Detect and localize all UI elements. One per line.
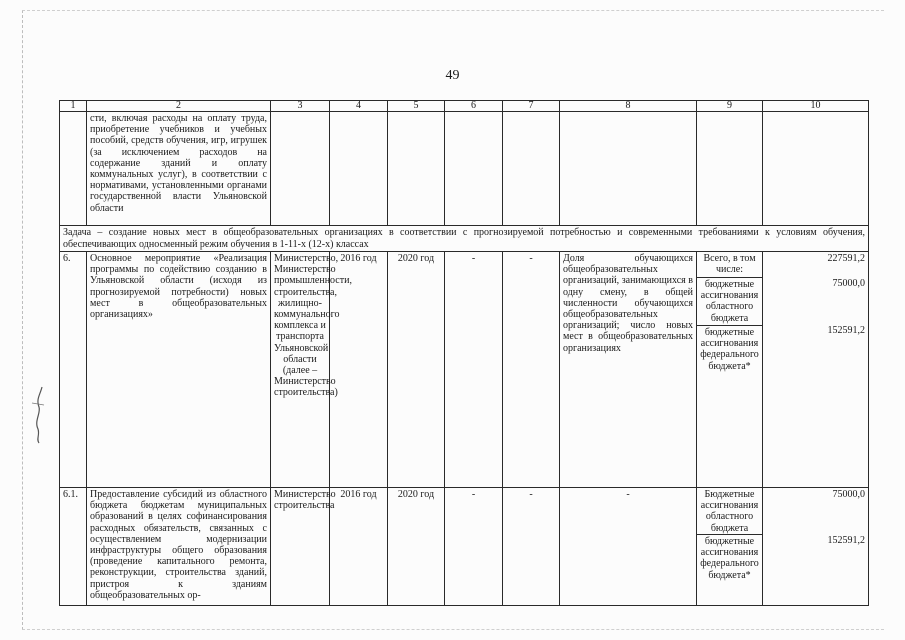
row-6-amount-regional: 75000,0 [832,278,865,289]
table-row-6 [60,252,869,488]
col-header-6: 6 [445,101,503,112]
row-6-amounts [763,252,869,488]
row-6-name: Основное мероприятие «Реализация программы по содействию созданию в Ульяновской области (исходя из прогнозируемой потребности) новых мест в общеобразовательных организациях» [87,252,271,488]
row-6-sources [697,252,763,488]
row-6-1-col7: - [503,488,560,606]
row-6-number: 6. [60,252,87,488]
row-6-1-amounts [763,488,869,606]
row-6-1-name: Предоставление субсидий из областного бюджета бюджетам муниципальных образований в целях софинансирования расходных обязательств, связанных с осуществлением модернизации инфраструктуры общего образования (проведение капитального ремонта, реконструкции, строительства зданий, пристроя к зданиям общеобразовательных ор- [87,488,271,606]
col-header-3: 3 [271,101,330,112]
row-6-1-sources [697,488,763,606]
row-6-source-regional: бюджетные ассигнования областного бюджета [697,278,762,326]
table-row-task [60,226,869,252]
task-text: Задача – создание новых мест в общеобразовательных организациях в соответствии с прогнозируемой потребностью и современными требованиями к условиям обучения, обеспечивающих односменный режим обучения в 1-11-х (12-х) классах [60,226,869,252]
row-6-1-end: 2020 год [388,488,445,606]
column-number-row [60,101,869,112]
row-6-1-executor: Министерство строительства [271,488,330,606]
table-row-6-1 [60,488,869,606]
col-header-4: 4 [330,101,388,112]
row-6-1-amount-regional: 75000,0 [832,489,865,500]
row-6-source-total: Всего, в том числе: [697,252,762,278]
row-6-1-col8: - [560,488,697,606]
col-header-7: 7 [503,101,560,112]
table-row-continuation [60,112,869,226]
row-6-1-source-regional: Бюджетные ассигнования областного бюджета [697,488,762,535]
col-header-8: 8 [560,101,697,112]
row-6-amount-total: 227591,2 [827,253,865,264]
page-number: 49 [445,68,460,83]
row-6-amount-federal: 152591,2 [827,325,865,336]
col-header-2: 2 [87,101,271,112]
continuation-text: сти, включая расходы на оплату труда, приобретение учебников и учебных пособий, средств обучения, игр, игрушек (за исключением расходов на содержание зданий и оплату коммунальных услуг), в соответствии с нормативами, установленными органами государственной власти Ульяновской области [87,112,271,226]
col-header-9: 9 [697,101,763,112]
row-6-col6: - [445,252,503,488]
row-6-indicators: Доля обучающихся общеобразовательных организаций, занимающихся в одну смену, в общей численности обучающихся общеобразовательных организаций; число новых мест в общеобразовательных организациях [560,252,697,488]
col-header-5: 5 [388,101,445,112]
col-header-1: 1 [60,101,87,112]
row-6-source-federal: бюджетные ассигнования федерального бюджета* [700,327,759,372]
row-6-1-source-federal: бюджетные ассигнования федерального бюджета* [700,536,759,581]
row-6-end: 2020 год [388,252,445,488]
row-6-1-col6: - [445,488,503,606]
row-6-1-start: 2016 год [330,488,388,606]
row-6-col7: - [503,252,560,488]
pen-mark-icon [30,385,50,445]
row-6-executor: Министерство, Министерство промышленности, строительства, жилищно-коммунального комплекса и транспорта Ульяновской области (далее – Министерство строительства) [271,252,330,488]
program-table [59,100,869,606]
row-6-start: 2016 год [330,252,388,488]
col-header-10: 10 [763,101,869,112]
row-6-1-amount-federal: 152591,2 [827,535,865,546]
row-6-1-number: 6.1. [60,488,87,606]
